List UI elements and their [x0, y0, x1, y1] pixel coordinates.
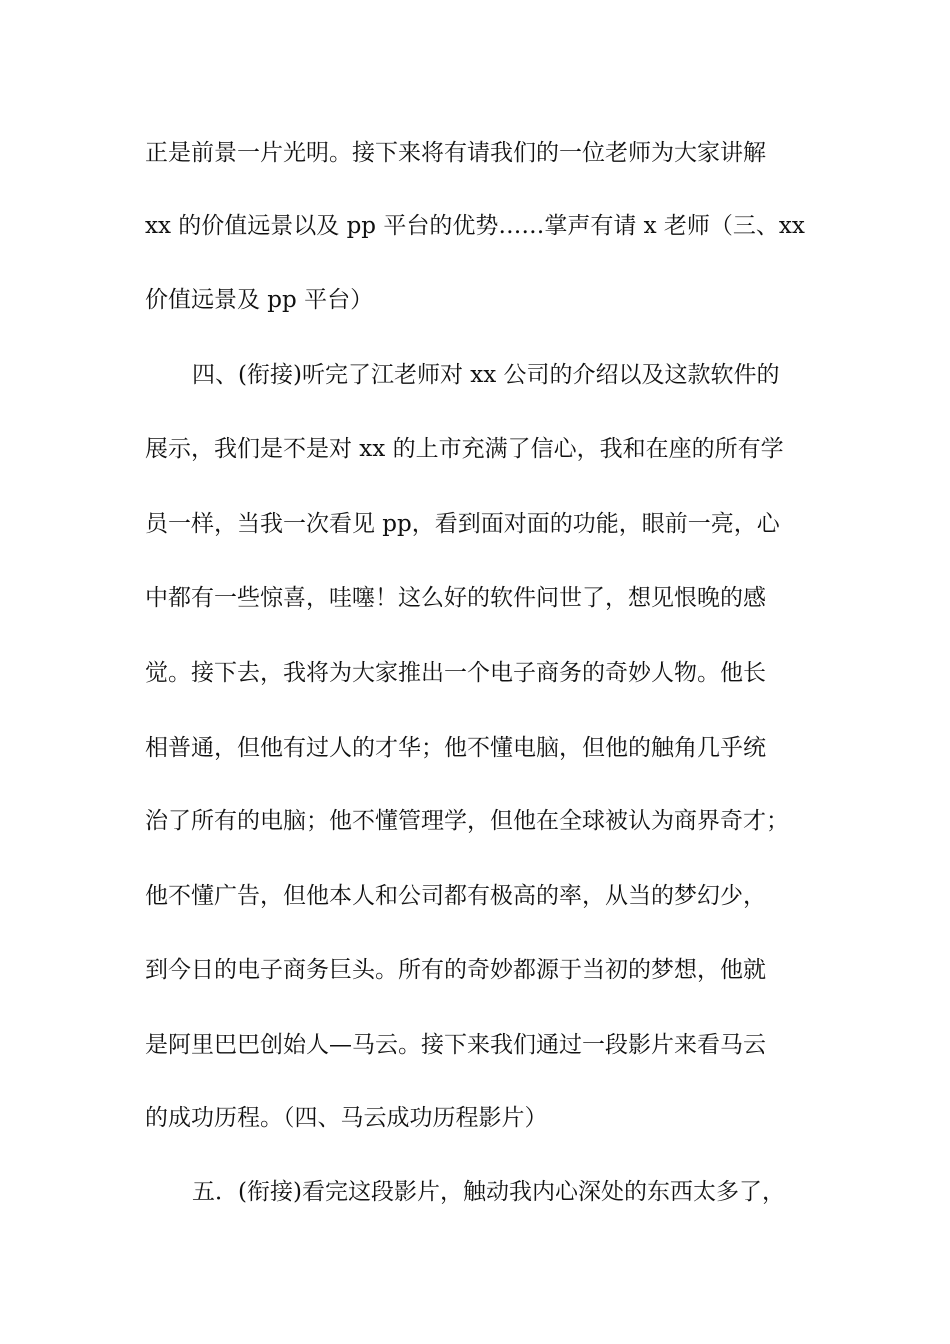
paragraph-first-line: 四、(衔接)听完了江老师对 xx 公司的介绍以及这款软件的 [192, 362, 780, 388]
paragraph-line: 治了所有的电脑；他不懂管理学，但他在全球被认为商界奇才； [145, 808, 789, 834]
paragraph-first-line: 五．(衔接)看完这段影片，触动我内心深处的东西太多了， [192, 1179, 785, 1205]
paragraph-line: 觉。接下去，我将为大家推出一个电子商务的奇妙人物。他长 [145, 660, 766, 686]
paragraph-line: 中都有一些惊喜，哇噻！这么好的软件问世了，想见恨晚的感 [145, 585, 766, 611]
paragraph-line: 价值远景及 pp 平台） [145, 287, 374, 313]
paragraph-line: 员一样，当我一次看见 pp，看到面对面的功能，眼前一亮，心 [145, 511, 780, 537]
paragraph-line: xx 的价值远景以及 pp 平台的优势……掌声有请 x 老师（三、xx [145, 213, 805, 239]
paragraph-line: 他不懂广告，但他本人和公司都有极高的率，从当的梦幻少， [145, 883, 766, 909]
paragraph-line: 相普通，但他有过人的才华；他不懂电脑，但他的触角几乎统 [145, 735, 766, 761]
paragraph-line: 正是前景一片光明。接下来将有请我们的一位老师为大家讲解 [145, 140, 766, 166]
paragraph-line: 展示，我们是不是对 xx 的上市充满了信心，我和在座的所有学 [145, 436, 784, 462]
paragraph-line: 到今日的电子商务巨头。所有的奇妙都源于当初的梦想，他就 [145, 957, 766, 983]
paragraph-line: 的成功历程。（四、马云成功历程影片） [145, 1105, 548, 1131]
paragraph-line: 是阿里巴巴创始人—马云。接下来我们通过一段影片来看马云 [145, 1032, 766, 1058]
